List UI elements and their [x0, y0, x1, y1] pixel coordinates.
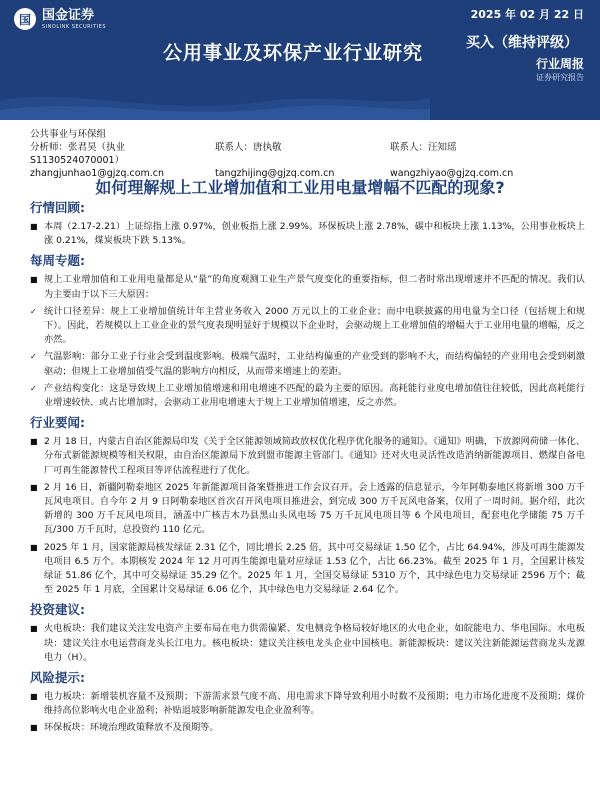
- bullet-icon: ■: [30, 482, 38, 492]
- list-item: [30, 622, 585, 665]
- item-text: 2 月 16 日，新疆阿勒泰地区 2025 年新能源项目备案暨推进工作会议召开。会上透露的信息显示，今年阿勒泰地区将新增 300 万千瓦风电项目。自今年 2 月 9 日阿勒泰地区首次召开风电项目推进会，到完成 300 万千瓦风电备案，仅用了一周时间。据介绍，此次新增的 300 万千瓦风电项目，涵盖中广核吉木乃县黑山头风电场 75 万千瓦风电项目等 6 个风电项目，配套电化学储能 75 万千瓦/300 万千瓦时，总投资约 110 亿元。: [44, 481, 585, 536]
- section-heading: 行业要闻:: [30, 415, 85, 431]
- item-text: 本周（2.17-2.21）上证综指上涨 0.97%，创业板指上涨 2.99%。环保板块上涨 2.78%，碳中和板块上涨 1.13%，公用事业板块上涨 0.21%，煤炭板块下跌 5.13%。: [44, 221, 585, 247]
- report-body: [30, 196, 585, 739]
- bullet-icon: ■: [30, 437, 38, 447]
- report-header: [0, 0, 600, 120]
- bullet-icon: ■: [30, 723, 38, 733]
- item-text: 火电板块：我们建议关注发电资产主要布局在电力供需偏紧、发电侧竞争格局较好地区的火电企业，如皖能电力、华电国际。水电板块：建议关注水电运营商龙头长江电力。核电板块：建议关注核电龙头企业中国核电。新能源板块：建议关注新能源运营商龙头龙源电力（H）。: [44, 623, 585, 663]
- rating-label: 买入（维持评级）: [466, 35, 578, 51]
- bullet-icon: ■: [30, 624, 38, 634]
- list-item: [30, 435, 585, 478]
- contact-1-email[interactable]: tangzhijing@gjzq.com.cn: [215, 168, 335, 179]
- check-icon: ✓: [30, 306, 37, 316]
- item-text: 环保板块：环境治理政策释放不及预期等。: [44, 722, 219, 734]
- list-item: [30, 481, 585, 538]
- item-text: 产业结构变化：这是导致规上工业增加值增速和用电增速不匹配的最为主要的原因。高耗能行业度电增加值往往较低，因此高耗能行业增速较快、或占比增加时，会驱动工业用电增速大于规上工业增加值增速，反之亦然。: [44, 382, 585, 409]
- section-heading: 投资建议:: [30, 602, 85, 618]
- section-advice: [30, 600, 585, 665]
- sector-label: 公共事业与环保组: [30, 129, 107, 140]
- section-heading: 每周专题:: [30, 253, 85, 269]
- item-text: 2 月 18 日，内蒙古自治区能源局印发《关于全区能源领域简政放权优化程序优化服务的通知》。《通知》明确，下放源网荷储一体化、分布式新能源规模等相关权限，由自治区能源局下放到盟市能源主管部门。《通知》还对火电灵活性改造消纳新能源项目、燃煤自备电厂可再生能源替代工程项目等评估流程进行了优化。: [44, 436, 585, 476]
- main-title: 如何理解规上工业增加值和工业用电量增幅不匹配的现象?: [95, 178, 505, 197]
- logo-name: 国金证券: [42, 7, 95, 23]
- header-decoration: [0, 88, 430, 120]
- report-title: 公用事业及环保产业行业研究: [163, 42, 424, 64]
- analyst-email[interactable]: zhangjunhao1@gjzq.com.cn: [30, 168, 165, 179]
- section-review: [30, 198, 585, 248]
- list-item: [30, 382, 585, 410]
- bullet-icon: ■: [30, 542, 38, 552]
- contact-2: 联系人：汪知瑶: [390, 142, 457, 153]
- contact-1: 联系人：唐执敬: [215, 142, 282, 153]
- item-text: 2025 年 1 月，国家能源局核发绿证 2.31 亿个，同比增长 2.25 倍，其中可交易绿证 1.50 亿个，占比 64.94%，涉及可再生能源发电项目 6.5 万个。本期核发 2024 年 12 月可再生能源电量对应绿证 1.53 亿个，占比 66.23%。截至 2025 年 1 月，全国累计核发绿证 51.86 亿个，其中可交易绿证 35.29 亿个。2025 年 1 月，全国交易绿证 5310 万个，其中绿色电力交易绿证 2596 万个；截至 2025 年 1 月底，全国累计交易绿证 6.06 亿个，其中绿色电力交易绿证 2.64 亿个。: [44, 541, 585, 596]
- bullet-icon: ■: [30, 222, 38, 231]
- section-heading: 行情回顾:: [30, 200, 85, 215]
- item-text: 统计口径差异：规上工业增加值统计年主营业务收入 2000 万元以上的工业企业；而中电联披露的用电量为全口径（包括规上和规下）。因此，若规模以上工业企业的景气度表现明显好于规模以下企业时，会驱动规上工业增加值的增幅大于工业用电量的增幅，反之亦然。: [44, 305, 585, 346]
- section-news: [30, 413, 585, 597]
- item-text: 规上工业增加值和工业用电量都是从“量”的角度观测工业生产景气度变化的重要指标，但二者时常出现增速并不匹配的情况。我们认为主要由于以下三大原因：: [44, 274, 585, 300]
- list-item: [30, 350, 585, 378]
- list-item: [30, 541, 585, 598]
- bullet-icon: ■: [30, 692, 38, 702]
- list-item: [30, 690, 585, 718]
- check-icon: ✓: [30, 352, 37, 362]
- list-item: [30, 220, 585, 248]
- author-info: [30, 128, 590, 180]
- list-item: [30, 721, 585, 735]
- report-date: 2025 年 02 月 22 日: [470, 8, 584, 21]
- report-kind: 行业周报: [535, 57, 584, 71]
- section-weekly: [30, 251, 585, 410]
- company-logo: [14, 8, 106, 30]
- section-heading: 风险提示:: [30, 670, 85, 686]
- item-text: 气温影响：部分工业子行业会受到温度影响。极端气温时，工业结构偏重的产业受到的影响不大，而结构偏轻的产业用电会受到刺激驱动；但规上工业增加值受气温的影响方向相反，从而带来增速上的差距。: [44, 351, 585, 377]
- list-item: [30, 305, 585, 348]
- analyst-name: 分析师：张君昊（执业 S1130524070001）: [30, 142, 126, 166]
- logo-icon: 国: [14, 8, 36, 30]
- report-type: 证券研究报告: [536, 73, 584, 82]
- contact-2-email[interactable]: wangzhiyao@gjzq.com.cn: [390, 168, 514, 179]
- item-text: 电力板块：新增装机容量不及预期；下游需求景气度不高、用电需求下降导致利用小时数不及预期；电力市场化进度不及预期；煤价维持高位影响火电企业盈利；补贴退坡影响新能源发电企业盈利等。: [44, 691, 585, 717]
- list-item: [30, 273, 585, 301]
- logo-subtitle: SINOLINK SECURITIES: [42, 23, 106, 30]
- section-risk: [30, 668, 585, 736]
- bullet-icon: ■: [30, 275, 38, 285]
- check-icon: ✓: [30, 383, 37, 393]
